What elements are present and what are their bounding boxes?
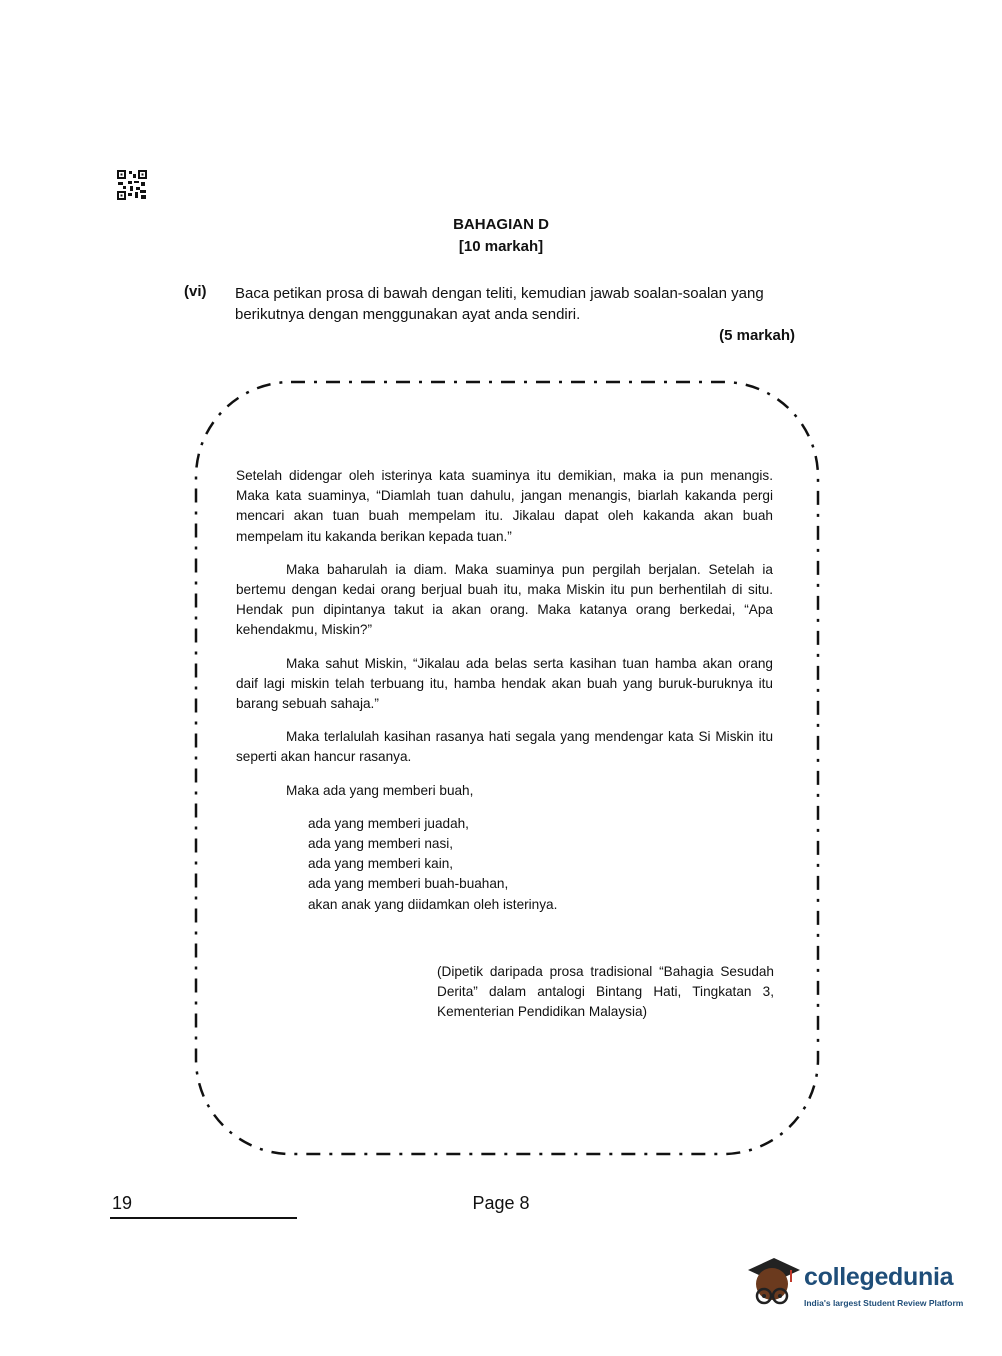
passage-paragraph: Maka baharulah ia diam. Maka suaminya pun pergilah berjalan. Setelah ia bertemu dengan kedai orang berjual buah itu, maka Miskin itu pun berhentilah di situ. Hendak pun dipintanya takut ia akan orang. Maka katanya orang berkedai, “Apa kehendakmu, Miskin?” <box>236 561 773 638</box>
question-number: (vi) <box>184 283 207 300</box>
prose-passage <box>236 466 773 915</box>
qr-code-icon <box>116 169 148 201</box>
passage-paragraph: Setelah didengar oleh isterinya kata suaminya itu demikian, maka ia pun menangis. Maka kata suaminya, “Diamlah tuan dahulu, jangan menangis, biarlah kakanda pergi mencari akan tuan buah mempelam itu. Jikalau dapat oleh kakanda akan buah mempelam itu kakanda berikan kepada tuan.” <box>236 468 773 544</box>
passage-paragraph: Maka terlalulah kasihan rasanya hati segala yang mendengar kata Si Miskin itu seperti akan hancur rasanya. <box>236 729 773 765</box>
section-marks: [10 markah] <box>458 238 544 255</box>
poem-line: akan anak yang diidamkan oleh isterinya. <box>308 896 558 912</box>
source-citation: (Dipetik daripada prosa tradisional “Bahagia Sesudah Derita” dalam antalogi Bintang Hati, Tingkatan 3, Kementerian Pendidikan Malaysia) <box>437 964 774 1020</box>
question-instruction: Baca petikan prosa di bawah dengan teliti, kemudian jawab soalan-soalan yang berikutnya dengan menggunakan ayat anda sendiri. <box>235 285 764 323</box>
brand-name: collegedunia <box>804 1263 954 1291</box>
poem-line: ada yang memberi juadah, <box>308 815 469 831</box>
footer-code: 19 <box>112 1193 133 1213</box>
passage-paragraph: Maka sahut Miskin, “Jikalau ada belas serta kasihan tuan hamba akan orang daif lagi miskin telah terbuang itu, hamba hendak akan buah yang buruk-buruknya itu barang sebuah sahaja.” <box>236 655 773 712</box>
collegedunia-mascot-icon <box>744 1252 802 1310</box>
question-marks: (5 markah) <box>719 327 795 344</box>
poem-block <box>308 814 773 915</box>
footer-rule <box>110 1217 297 1219</box>
brand-tagline: India's largest Student Review Platform <box>804 1298 964 1308</box>
poem-line: ada yang memberi kain, <box>308 856 454 872</box>
page-number: Page 8 <box>472 1193 530 1213</box>
section-title: BAHAGIAN D <box>453 216 549 233</box>
poem-line: ada yang memberi buah-buahan, <box>308 876 509 892</box>
poem-line: ada yang memberi nasi, <box>308 836 454 852</box>
passage-paragraph: Maka ada yang memberi buah, <box>286 782 474 798</box>
